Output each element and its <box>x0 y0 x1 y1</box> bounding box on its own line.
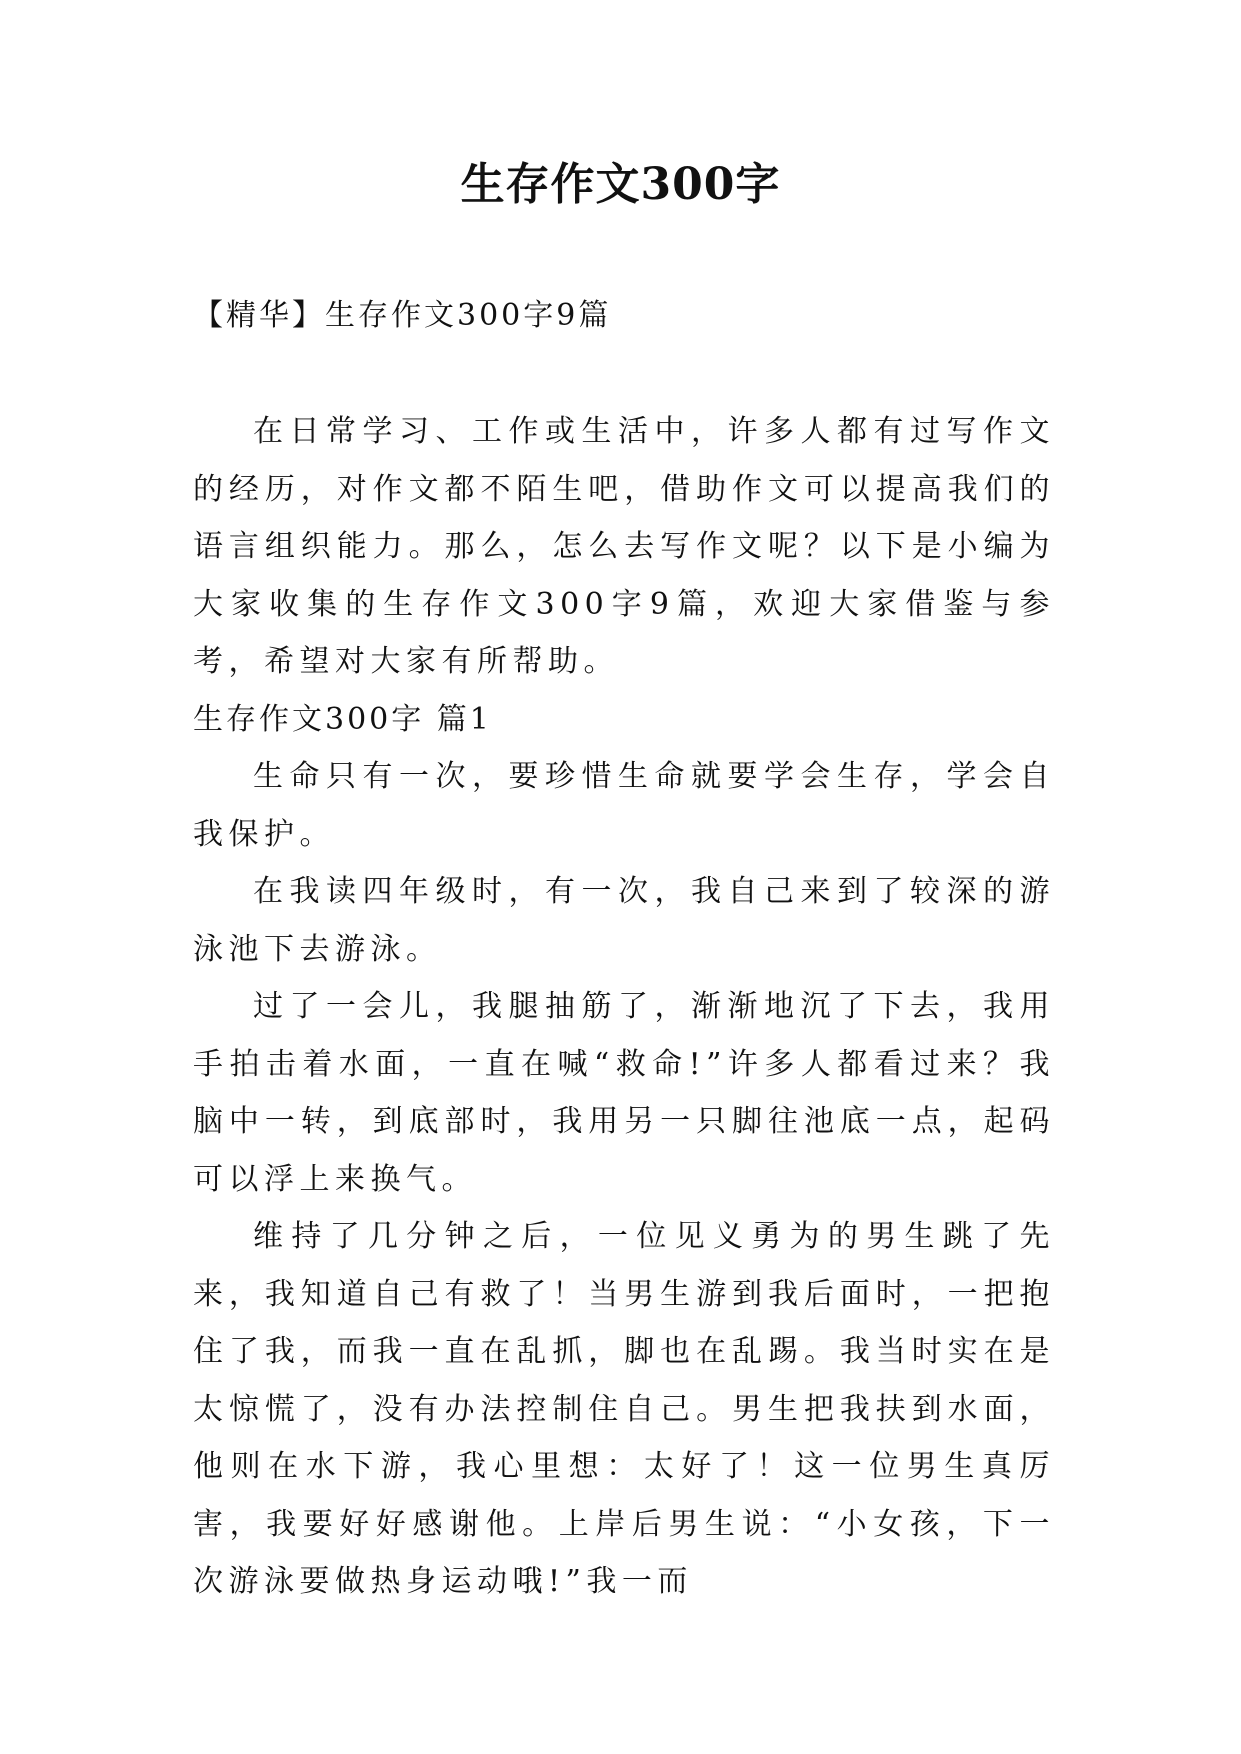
intro-paragraph: 在日常学习、工作或生活中，许多人都有过写作文的经历，对作文都不陌生吧，借助作文可以提高我们的语言组织能力。那么，怎么去写作文呢？以下是小编为大家收集的生存作文300字9篇，欢迎大家借鉴与参考，希望对大家有所帮助。 <box>193 414 1055 679</box>
body-paragraph: 生命只有一次，要珍惜生命就要学会生存，学会自我保护。 <box>193 759 1055 852</box>
section-heading: 生存作文300字 篇1 <box>193 701 492 737</box>
document-body <box>193 403 1055 1611</box>
document-subtitle: 【精华】生存作文300字9篇 <box>193 298 612 333</box>
body-paragraph: 在我读四年级时，有一次，我自己来到了较深的游泳池下去游泳。 <box>193 874 1055 967</box>
body-paragraph: 维持了几分钟之后，一位见义勇为的男生跳了先来，我知道自己有救了！当男生游到我后面时，一把抱住了我，而我一直在乱抓，脚也在乱踢。我当时实在是太惊慌了，没有办法控制住自己。男生把我扶到水面，他则在水下游，我心里想：太好了！这一位男生真厉害，我要好好感谢他。上岸后男生说：“小女孩，下一次游泳要做热身运动哦!”我一而 <box>193 1219 1055 1599</box>
body-paragraph: 过了一会儿，我腿抽筋了，渐渐地沉了下去，我用手拍击着水面，一直在喊“救命!”许多人都看过来？我脑中一转，到底部时，我用另一只脚往池底一点，起码可以浮上来换气。 <box>193 989 1055 1197</box>
document-title: 生存作文300字 <box>460 159 781 210</box>
